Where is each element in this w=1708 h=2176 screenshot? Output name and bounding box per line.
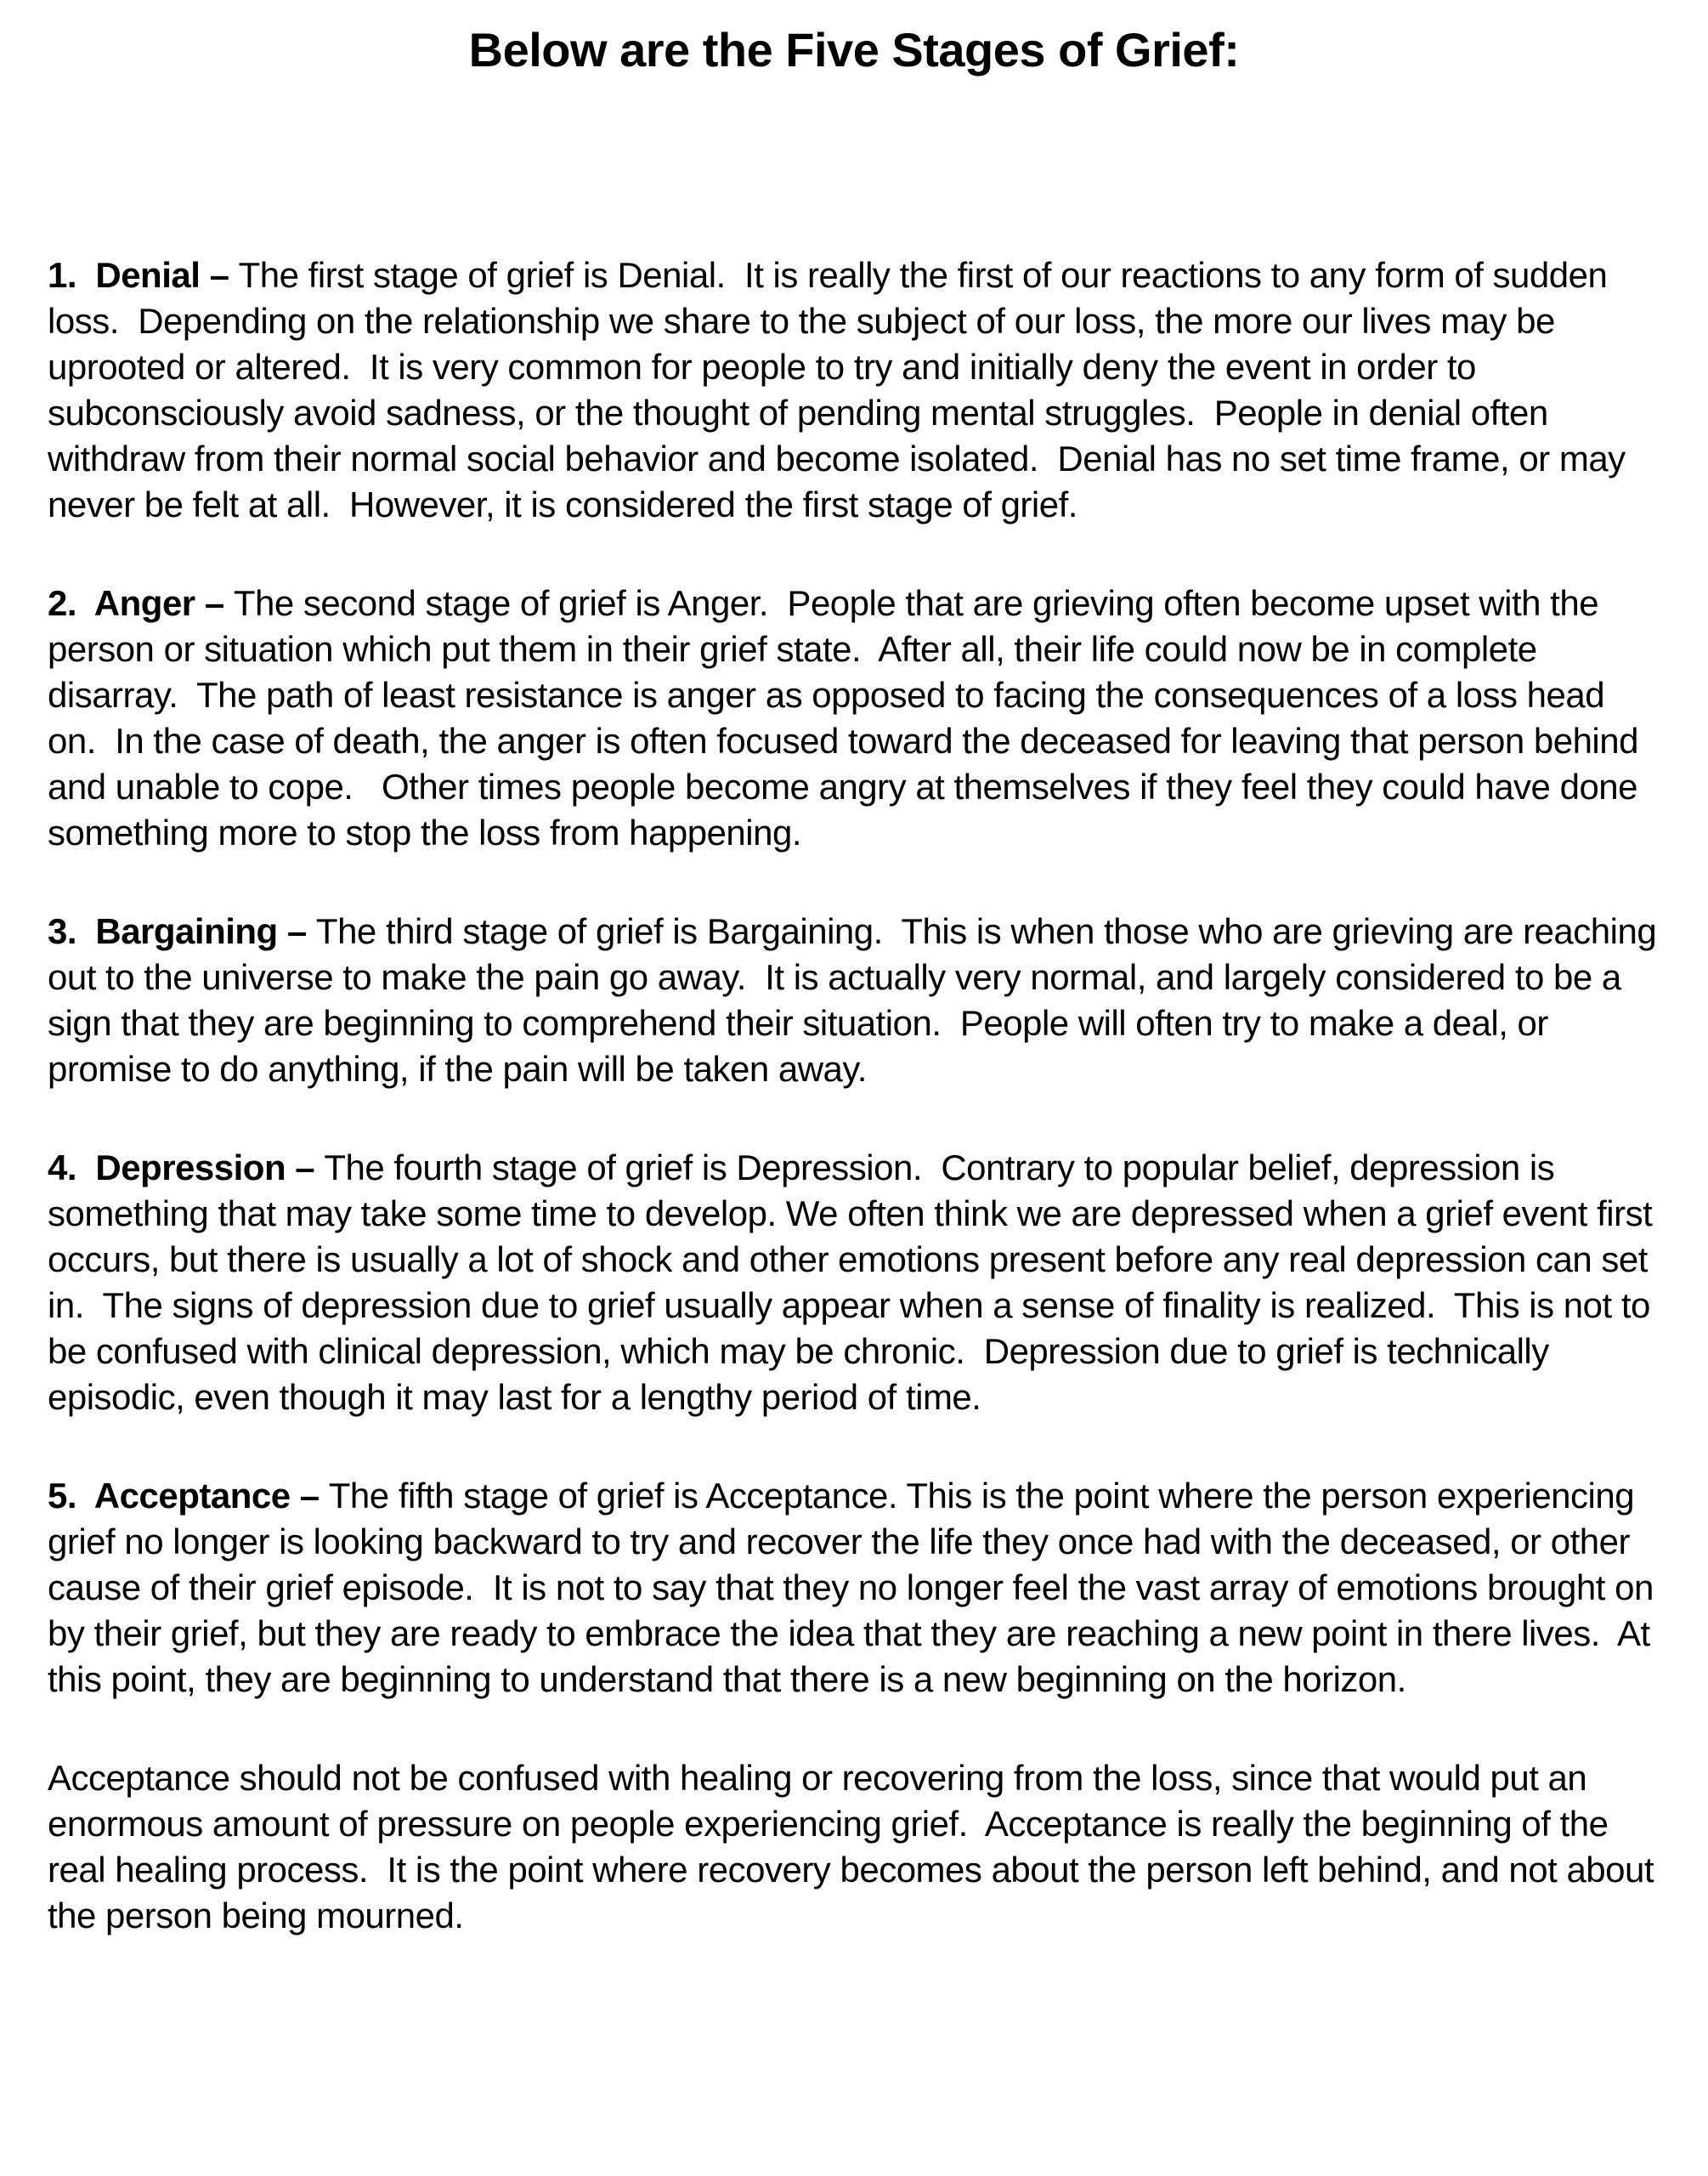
stage-paragraph-bargaining xyxy=(48,909,1666,1092)
stage-paragraph-anger xyxy=(48,581,1660,856)
stage-body-depression: The fourth stage of grief is Depression. Contrary to popular belief, depression is something that may take some time to develop. We often think we are depressed when a grief event first occurs, but there is usually a lot of shock and other emotions present before any real depression can set in. The signs of depression due to grief usually appear when a sense of finality is realized. This is not to be confused with clinical depression, which may be chronic. Depression due to grief is technically episodic, even though it may last for a lengthy period of time. xyxy=(48,1148,1662,1417)
stage-body-anger: The second stage of grief is Anger. People that are grieving often become upset with the person or situation which put them in their grief state. After all, their life could now be in complete disarray. The path of least resistance is anger as opposed to facing the consequences of a loss head on. In the case of death, the anger is often focused toward the deceased for leaving that person behind and unable to cope. Other times people become angry at themselves if they feel they could have done something more to stop the loss from happening. xyxy=(48,583,1649,853)
closing-paragraph xyxy=(48,1755,1664,1939)
closing-paragraph-text: Acceptance should not be confused with healing or recovering from the loss, since that would put an enormous amount of pressure on people experiencing grief. Acceptance is really the beginning of the real healing process. It is the point where recovery becomes about the person left behind, and not about the person being mourned. xyxy=(48,1758,1664,1935)
stage-body-acceptance: The fifth stage of grief is Acceptance. This is the point where the person experiencing grief no longer is looking backward to try and recover the life they once had with the deceased, or other cause of their grief episode. It is not to say that they no longer feel the vast array of emotions brought on by their grief, but they are ready to embrace the idea that they are reaching a new point in there lives. At this point, they are beginning to understand that there is a new beginning on the horizon. xyxy=(48,1476,1663,1699)
document-title: Below are the Five Stages of Grief: xyxy=(468,23,1240,76)
stage-paragraph-depression xyxy=(48,1145,1660,1420)
stage-paragraph-denial xyxy=(48,252,1660,528)
stage-lead-depression: 4. Depression – xyxy=(48,1148,325,1187)
stage-paragraph-acceptance xyxy=(48,1473,1663,1703)
stage-lead-acceptance: 5. Acceptance – xyxy=(48,1476,329,1516)
stage-body-bargaining: The third stage of grief is Bargaining. This is when those who are grieving are reaching out to the universe to make the pain go away. It is actually very normal, and largely considered to be a sign that they are beginning to comprehend their situation. People will often try to make a deal, or promise to do anything, if the pain will be taken away. xyxy=(48,911,1666,1089)
stage-body-denial: The first stage of grief is Denial. It is really the first of our reactions to any form of sudden loss. Depending on the relationship we share to the subject of our loss, the more our lives may be uprooted or altered. It is very common for people to try and initially deny the event in order to subconsciously avoid sadness, or the thought of pending mental struggles. People in denial often withdraw from their normal social behavior and become isolated. Denial has no set time frame, or may never be felt at all. However, it is considered the first stage of grief. xyxy=(48,255,1635,524)
stage-lead-bargaining: 3. Bargaining – xyxy=(48,911,316,951)
stage-lead-denial: 1. Denial – xyxy=(48,255,239,295)
stage-lead-anger: 2. Anger – xyxy=(48,583,234,623)
